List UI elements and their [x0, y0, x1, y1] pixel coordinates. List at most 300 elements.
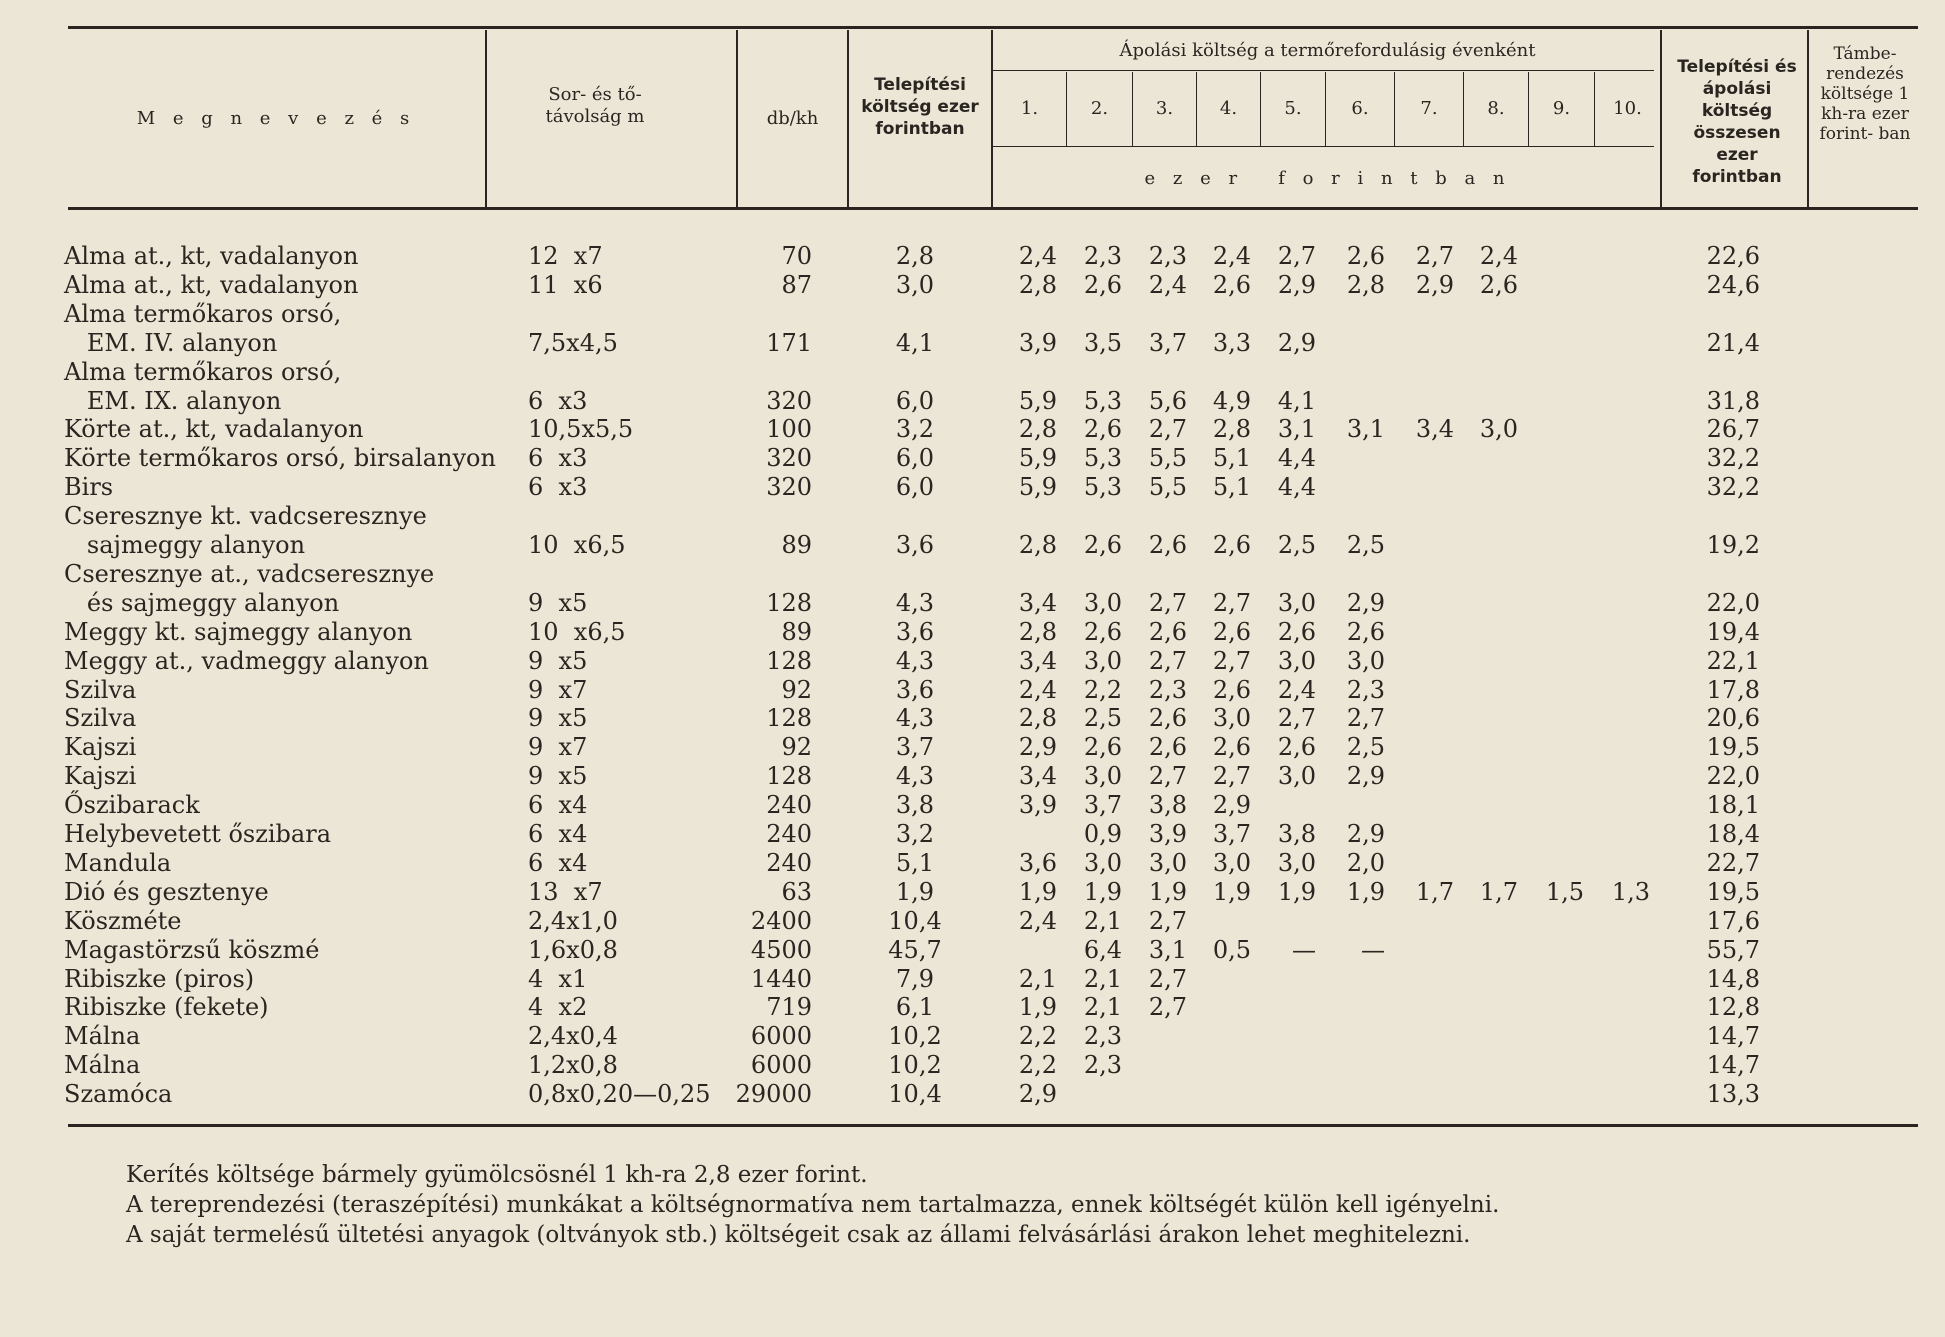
row-name: Körte at., kt, vadalanyon	[64, 415, 364, 444]
row-spacing: 9 x5	[528, 646, 588, 675]
row-count: 70	[781, 242, 812, 270]
row-planting: 4,3	[895, 762, 935, 791]
row-spacing: 0,8x0,20—0,25	[528, 1080, 711, 1109]
row-total: 14,7	[1706, 1022, 1760, 1051]
row-planting: 10,2	[888, 1022, 942, 1051]
row-planting: 3,0	[895, 270, 935, 299]
row-total: 18,1	[1706, 791, 1760, 820]
row-spacing: 4 x1	[528, 964, 588, 993]
care-unit-rule	[992, 146, 1654, 147]
row-name: Köszméte	[64, 906, 182, 935]
row-care-year-7: 2,7	[1415, 242, 1454, 270]
row-name: Szamóca	[64, 1080, 173, 1109]
col-rule-3	[847, 30, 849, 208]
row-spacing: 13 x7	[528, 877, 603, 906]
year-header: 4.	[1219, 98, 1238, 119]
row-name: Meggy kt. sajmeggy alanyon	[64, 617, 413, 646]
row-care-year-5: 2,7	[1277, 704, 1316, 733]
row-name: Ribiszke (fekete)	[64, 993, 269, 1022]
row-name: Málna	[64, 1051, 141, 1080]
row-care-year-2: 6,4	[1083, 935, 1122, 964]
row-count: 6000	[750, 1022, 812, 1051]
row-count: 128	[766, 588, 812, 617]
row-care-year-1: 2,8	[1018, 270, 1057, 299]
row-planting: 6,0	[895, 444, 935, 473]
row-name: Birs	[64, 473, 114, 502]
row-spacing: 1,6x0,8	[528, 935, 618, 964]
header-count: db/kh	[766, 108, 819, 129]
row-count: 2400	[750, 906, 812, 935]
row-name: Helybevetett őszibara	[64, 820, 331, 848]
row-name: Mandula	[64, 848, 172, 877]
row-total: 17,6	[1706, 906, 1760, 935]
row-care-year-6: 2,0	[1346, 848, 1385, 877]
row-care-year-3: 3,7	[1148, 328, 1187, 357]
row-name: Őszibarack	[64, 791, 200, 820]
row-planting: 5,1	[895, 848, 935, 877]
row-name: Alma at., kt, vadalanyon	[64, 242, 359, 270]
row-care-year-1: 3,9	[1018, 328, 1057, 357]
row-spacing: 11 x6	[528, 270, 603, 299]
row-care-year-5: 3,0	[1277, 848, 1316, 877]
row-count: 320	[766, 386, 812, 415]
care-header-rule	[992, 70, 1654, 71]
row-care-year-5: 3,0	[1277, 588, 1316, 617]
row-total: 24,6	[1706, 270, 1760, 299]
row-care-year-5: 2,6	[1277, 617, 1316, 646]
row-care-year-6: 2,9	[1346, 588, 1385, 617]
row-count: 719	[766, 993, 812, 1022]
row-total: 20,6	[1706, 704, 1760, 733]
row-care-year-4: 2,6	[1212, 733, 1251, 762]
row-total: 32,2	[1706, 444, 1760, 473]
row-care-year-3: 5,5	[1148, 473, 1187, 502]
row-care-year-6: 1,9	[1346, 877, 1385, 906]
row-care-year-1: 1,9	[1018, 993, 1057, 1022]
row-care-year-3: 2,7	[1148, 646, 1187, 675]
row-care-year-6: 2,7	[1346, 704, 1385, 733]
row-name: EM. IV. alanyon	[64, 328, 278, 357]
row-care-year-3: 3,9	[1148, 820, 1187, 848]
row-care-year-1: 5,9	[1018, 473, 1057, 502]
row-care-year-1: 3,6	[1018, 848, 1057, 877]
row-name: Körte termőkaros orsó, birsalanyon	[64, 444, 496, 473]
row-care-year-8: 2,4	[1479, 242, 1518, 270]
row-care-year-3: 2,6	[1148, 704, 1187, 733]
row-spacing: 6 x4	[528, 848, 588, 877]
row-care-year-1: 2,4	[1018, 242, 1057, 270]
row-care-year-6: 2,5	[1346, 733, 1385, 762]
row-care-year-6: 2,5	[1346, 531, 1385, 559]
row-planting: 3,7	[895, 733, 935, 762]
row-care-year-1: 5,9	[1018, 444, 1057, 473]
row-care-year-4: 2,6	[1212, 617, 1251, 646]
row-count: 171	[766, 328, 812, 357]
row-spacing: 9 x7	[528, 733, 588, 762]
row-care-year-4: 2,9	[1212, 791, 1251, 820]
footnote: Kerítés költsége bármely gyümölcsösnél 1 kh-ra 2,8 ezer forint.	[126, 1162, 868, 1188]
row-count: 89	[781, 531, 812, 559]
row-total: 13,3	[1706, 1080, 1760, 1109]
row-care-year-5: —	[1292, 935, 1316, 964]
year-header: 1.	[1020, 98, 1039, 119]
row-care-year-2: 2,1	[1083, 993, 1122, 1022]
row-name: Alma termőkaros orsó,	[64, 299, 342, 328]
row-care-year-5: 4,4	[1277, 444, 1316, 473]
row-care-year-2: 2,6	[1083, 270, 1122, 299]
row-spacing: 2,4x0,4	[528, 1022, 618, 1051]
row-care-year-3: 2,7	[1148, 588, 1187, 617]
row-count: 320	[766, 444, 812, 473]
row-name: Kajszi	[64, 733, 137, 762]
row-care-year-6: 3,1	[1346, 415, 1385, 444]
row-count: 92	[781, 675, 812, 704]
row-care-year-5: 3,0	[1277, 762, 1316, 791]
row-count: 320	[766, 473, 812, 502]
row-care-year-3: 2,7	[1148, 906, 1187, 935]
year-header: 8.	[1487, 98, 1505, 119]
year-header: 6.	[1351, 98, 1369, 119]
row-care-year-2: 3,7	[1083, 791, 1122, 820]
row-care-year-6: 2,8	[1346, 270, 1385, 299]
row-care-year-5: 4,4	[1277, 473, 1316, 502]
row-total: 14,8	[1706, 964, 1760, 993]
row-care-year-7: 3,4	[1415, 415, 1454, 444]
year-header: 2.	[1090, 98, 1109, 119]
row-care-year-4: 2,7	[1212, 646, 1251, 675]
row-planting: 3,8	[895, 791, 935, 820]
row-care-year-5: 2,5	[1277, 531, 1316, 559]
row-total: 12,8	[1706, 993, 1760, 1022]
row-total: 17,8	[1706, 675, 1760, 704]
row-name: Meggy at., vadmeggy alanyon	[64, 646, 429, 675]
row-total: 32,2	[1706, 473, 1760, 502]
row-planting: 45,7	[888, 935, 942, 964]
row-care-year-4: 5,1	[1212, 444, 1251, 473]
header-spacing: Sor- és tő- távolság m	[545, 84, 645, 127]
row-care-year-5: 2,7	[1277, 242, 1316, 270]
row-care-year-5: 2,9	[1277, 270, 1316, 299]
row-planting: 4,3	[895, 588, 935, 617]
row-care-year-2: 2,3	[1083, 1022, 1122, 1051]
row-care-year-1: 2,4	[1018, 906, 1057, 935]
row-count: 128	[766, 704, 812, 733]
row-care-year-1: 3,4	[1018, 762, 1057, 791]
row-planting: 6,0	[895, 473, 935, 502]
row-care-year-3: 2,3	[1148, 242, 1187, 270]
row-spacing: 1,2x0,8	[528, 1051, 618, 1080]
row-spacing: 10 x6,5	[528, 531, 626, 559]
row-care-year-3: 5,6	[1148, 386, 1187, 415]
row-care-year-8: 3,0	[1479, 415, 1518, 444]
row-care-year-8: 2,6	[1479, 270, 1518, 299]
row-name: Alma at., kt, vadalanyon	[64, 270, 359, 299]
row-care-year-1: 2,1	[1018, 964, 1057, 993]
row-care-year-1: 2,9	[1018, 733, 1057, 762]
row-care-year-1: 5,9	[1018, 386, 1057, 415]
row-name: Málna	[64, 1022, 141, 1051]
row-name: EM. IX. alanyon	[64, 386, 282, 415]
row-planting: 7,9	[895, 964, 935, 993]
row-care-year-4: 3,0	[1212, 704, 1251, 733]
row-care-year-5: 1,9	[1277, 877, 1316, 906]
row-spacing: 10,5x5,5	[528, 415, 634, 444]
row-care-year-2: 5,3	[1083, 444, 1122, 473]
row-care-year-4: 3,3	[1212, 328, 1251, 357]
row-planting: 3,6	[895, 531, 935, 559]
row-spacing: 6 x3	[528, 473, 588, 502]
row-planting: 3,2	[895, 415, 935, 444]
row-care-year-2: 2,1	[1083, 964, 1122, 993]
row-total: 21,4	[1706, 328, 1760, 357]
year-header: 3.	[1155, 98, 1174, 119]
row-name: Szilva	[64, 675, 137, 704]
year-header: 7.	[1420, 98, 1438, 119]
row-care-year-2: 2,6	[1083, 531, 1122, 559]
row-care-year-6: 2,9	[1346, 762, 1385, 791]
row-care-year-2: 2,6	[1083, 617, 1122, 646]
header-name: M e g n e v e z é s	[136, 108, 416, 129]
footnote: A tereprendezési (teraszépítési) munkákat a költségnormatíva nem tartalmazza, ennek költségét külön kell igényelni.	[126, 1192, 1500, 1218]
row-care-year-3: 2,6	[1148, 531, 1187, 559]
row-total: 19,4	[1706, 617, 1760, 646]
row-count: 128	[766, 762, 812, 791]
col-rule-6	[1807, 30, 1809, 208]
row-care-year-4: 2,6	[1212, 675, 1251, 704]
row-count: 92	[781, 733, 812, 762]
row-care-year-6: 2,6	[1346, 617, 1385, 646]
row-care-year-2: 3,0	[1083, 588, 1122, 617]
row-total: 22,7	[1706, 848, 1760, 877]
row-planting: 3,6	[895, 617, 935, 646]
row-count: 87	[781, 270, 812, 299]
row-care-year-2: 5,3	[1083, 386, 1122, 415]
row-total: 14,7	[1706, 1051, 1760, 1080]
row-spacing: 7,5x4,5	[528, 328, 618, 357]
row-care-year-5: 2,6	[1277, 733, 1316, 762]
row-count: 128	[766, 646, 812, 675]
header-care-unit: e z e r f o r i n t b a n	[1144, 168, 1511, 189]
row-count: 240	[766, 820, 812, 848]
row-care-year-6: 3,0	[1346, 646, 1385, 675]
row-name: Cseresznye at., vadcseresznye	[64, 559, 435, 588]
row-planting: 4,3	[895, 704, 935, 733]
row-spacing: 9 x5	[528, 704, 588, 733]
row-total: 26,7	[1706, 415, 1760, 444]
row-count: 1440	[750, 964, 812, 993]
row-spacing: 6 x4	[528, 820, 588, 848]
row-care-year-6: 2,9	[1346, 820, 1385, 848]
row-care-year-4: 2,8	[1212, 415, 1251, 444]
row-care-year-5: 3,1	[1277, 415, 1316, 444]
footnote: A saját termelésű ültetési anyagok (oltványok stb.) költségeit csak az állami felvásárlási árakon lehet meghitelezni.	[126, 1222, 1471, 1248]
row-care-year-1: 3,4	[1018, 646, 1057, 675]
row-care-year-2: 2,6	[1083, 415, 1122, 444]
row-care-year-3: 2,7	[1148, 993, 1187, 1022]
row-spacing: 6 x4	[528, 791, 588, 820]
row-care-year-6: —	[1361, 935, 1385, 964]
row-care-year-7: 1,7	[1415, 877, 1454, 906]
row-spacing: 6 x3	[528, 386, 588, 415]
row-count: 63	[781, 877, 812, 906]
row-care-year-1: 1,9	[1018, 877, 1057, 906]
row-care-year-1: 2,8	[1018, 617, 1057, 646]
row-name: és sajmeggy alanyon	[64, 588, 340, 617]
year-header: 10.	[1613, 98, 1642, 119]
row-care-year-2: 2,6	[1083, 733, 1122, 762]
row-care-year-2: 2,2	[1083, 675, 1122, 704]
row-spacing: 9 x7	[528, 675, 588, 704]
row-planting: 2,8	[895, 242, 935, 270]
col-rule-2	[736, 30, 738, 208]
table-top-rule	[68, 26, 1918, 29]
row-name: Cseresznye kt. vadcseresznye	[64, 502, 427, 531]
row-care-year-4: 5,1	[1212, 473, 1251, 502]
row-name: Alma termőkaros orsó,	[64, 357, 342, 386]
row-spacing: 12 x7	[528, 242, 603, 270]
row-planting: 3,2	[895, 820, 935, 848]
row-name: Kajszi	[64, 762, 137, 791]
row-care-year-2: 1,9	[1083, 877, 1122, 906]
row-spacing: 9 x5	[528, 762, 588, 791]
row-care-year-1: 2,2	[1018, 1022, 1057, 1051]
row-name: Szilva	[64, 704, 137, 733]
col-rule-1	[485, 30, 487, 208]
row-planting: 1,9	[895, 877, 935, 906]
row-care-year-9: 1,5	[1545, 877, 1584, 906]
row-spacing: 2,4x1,0	[528, 906, 618, 935]
row-count: 100	[766, 415, 812, 444]
row-care-year-7: 2,9	[1415, 270, 1454, 299]
row-planting: 3,6	[895, 675, 935, 704]
header-planting: Telepítési költség ezer forintban	[861, 75, 979, 139]
row-care-year-1: 2,8	[1018, 531, 1057, 559]
row-care-year-5: 3,8	[1277, 820, 1316, 848]
row-care-year-1: 2,9	[1018, 1080, 1057, 1109]
row-care-year-5: 2,4	[1277, 675, 1316, 704]
row-care-year-3: 2,7	[1148, 762, 1187, 791]
header-bottom-rule	[68, 207, 1918, 210]
row-care-year-4: 2,7	[1212, 588, 1251, 617]
row-care-year-2: 2,3	[1083, 242, 1122, 270]
row-care-year-1: 3,4	[1018, 588, 1057, 617]
header-care-group: Ápolási költség a termőrefordulásig évenként	[1119, 40, 1536, 61]
row-total: 22,0	[1706, 588, 1760, 617]
row-care-year-2: 3,0	[1083, 848, 1122, 877]
row-care-year-3: 3,8	[1148, 791, 1187, 820]
row-care-year-1: 2,2	[1018, 1051, 1057, 1080]
row-name: Ribiszke (piros)	[64, 964, 255, 993]
row-care-year-4: 2,4	[1212, 242, 1251, 270]
row-spacing: 9 x5	[528, 588, 588, 617]
row-care-year-4: 1,9	[1212, 877, 1251, 906]
row-count: 29000	[735, 1080, 812, 1109]
row-care-year-1: 3,9	[1018, 791, 1057, 820]
row-care-year-3: 3,1	[1148, 935, 1187, 964]
row-total: 18,4	[1706, 820, 1760, 848]
row-care-year-1: 2,4	[1018, 675, 1057, 704]
row-planting: 4,3	[895, 646, 935, 675]
row-planting: 10,2	[888, 1051, 942, 1080]
row-care-year-5: 4,1	[1277, 386, 1316, 415]
header-total: Telepítési és ápolási költség összesen ezer forintban	[1677, 57, 1797, 187]
row-care-year-3: 2,6	[1148, 617, 1187, 646]
row-care-year-3: 2,4	[1148, 270, 1187, 299]
row-care-year-2: 3,0	[1083, 646, 1122, 675]
row-care-year-4: 2,7	[1212, 762, 1251, 791]
row-care-year-3: 3,0	[1148, 848, 1187, 877]
row-care-year-4: 0,5	[1212, 935, 1251, 964]
row-care-year-3: 1,9	[1148, 877, 1187, 906]
row-care-year-2: 2,1	[1083, 906, 1122, 935]
row-care-year-2: 3,5	[1083, 328, 1122, 357]
row-care-year-3: 2,3	[1148, 675, 1187, 704]
row-care-year-6: 2,3	[1346, 675, 1385, 704]
row-total: 31,8	[1706, 386, 1760, 415]
row-care-year-6: 2,6	[1346, 242, 1385, 270]
row-planting: 6,1	[895, 993, 935, 1022]
row-count: 240	[766, 791, 812, 820]
row-total: 22,0	[1706, 762, 1760, 791]
row-care-year-2: 2,5	[1083, 704, 1122, 733]
row-care-year-3: 2,7	[1148, 964, 1187, 993]
row-care-year-4: 3,0	[1212, 848, 1251, 877]
table-bottom-rule	[68, 1124, 1918, 1127]
row-spacing: 6 x3	[528, 444, 588, 473]
row-care-year-2: 5,3	[1083, 473, 1122, 502]
row-care-year-4: 3,7	[1212, 820, 1251, 848]
row-care-year-4: 2,6	[1212, 270, 1251, 299]
row-count: 4500	[750, 935, 812, 964]
row-count: 89	[781, 617, 812, 646]
row-total: 19,5	[1706, 877, 1760, 906]
row-planting: 10,4	[888, 1080, 942, 1109]
row-total: 22,1	[1706, 646, 1760, 675]
row-care-year-5: 2,9	[1277, 328, 1316, 357]
row-care-year-3: 2,6	[1148, 733, 1187, 762]
row-care-year-2: 0,9	[1083, 820, 1122, 848]
row-care-year-5: 3,0	[1277, 646, 1316, 675]
row-care-year-3: 2,7	[1148, 415, 1187, 444]
row-care-year-8: 1,7	[1479, 877, 1518, 906]
row-planting: 6,0	[895, 386, 935, 415]
row-care-year-1: 2,8	[1018, 704, 1057, 733]
row-care-year-2: 3,0	[1083, 762, 1122, 791]
row-care-year-4: 4,9	[1212, 386, 1251, 415]
row-total: 19,5	[1706, 733, 1760, 762]
row-name: sajmeggy alanyon	[64, 531, 306, 559]
row-planting: 4,1	[895, 328, 935, 357]
row-total: 55,7	[1706, 935, 1760, 964]
row-total: 19,2	[1706, 531, 1760, 559]
row-name: Dió és gesztenye	[64, 877, 269, 906]
row-spacing: 4 x2	[528, 993, 588, 1022]
row-total: 22,6	[1706, 242, 1760, 270]
row-care-year-4: 2,6	[1212, 531, 1251, 559]
row-care-year-2: 2,3	[1083, 1051, 1122, 1080]
header-frame: Támbe- rendezés költsége 1 kh-ra ezer forint- ban	[1819, 44, 1911, 144]
col-rule-5	[1660, 30, 1662, 208]
row-care-year-1: 2,8	[1018, 415, 1057, 444]
row-count: 240	[766, 848, 812, 877]
row-spacing: 10 x6,5	[528, 617, 626, 646]
year-header: 5.	[1284, 98, 1302, 119]
row-count: 6000	[750, 1051, 812, 1080]
year-header: 9.	[1552, 98, 1571, 119]
row-name: Magastörzsű köszmé	[64, 935, 320, 964]
row-planting: 10,4	[888, 906, 942, 935]
row-care-year-10: 1,3	[1611, 877, 1650, 906]
